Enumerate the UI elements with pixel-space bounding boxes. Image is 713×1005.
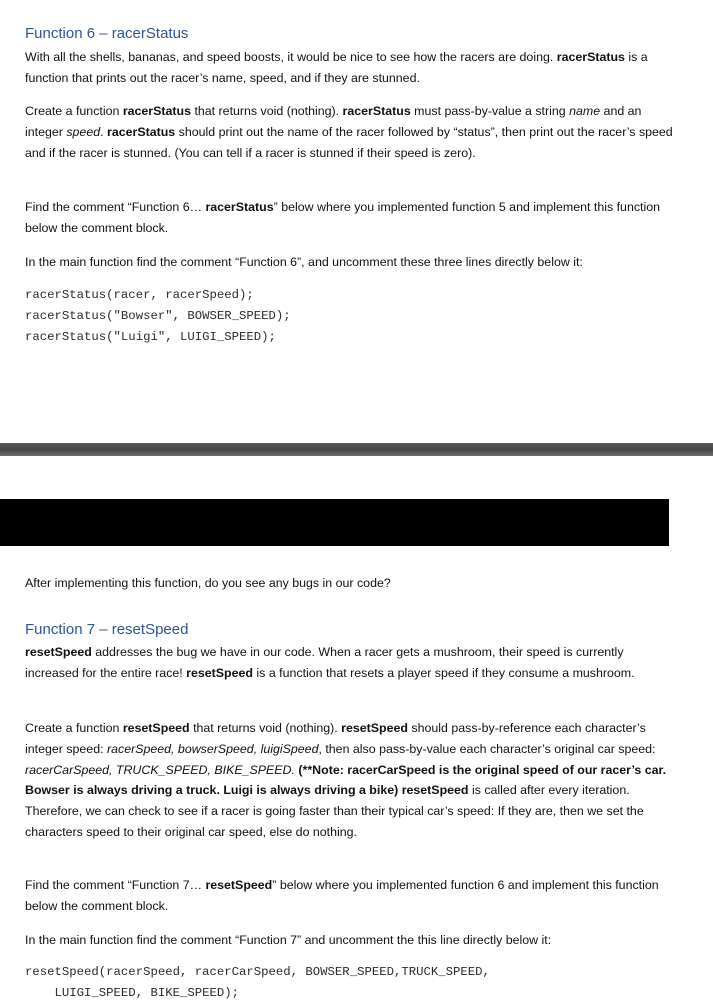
function7-find-comment: Find the comment “Function 7… resetSpeed” below where you implemented function 6 and implement this function below the comment block. [25, 878, 659, 913]
function6-find-comment: Find the comment “Function 6… racerStatus” below where you implemented function 5 and implement this function below the comment block. [25, 200, 661, 235]
bold-text: racerStatus [122, 104, 191, 118]
bold-text: racerStatus [556, 50, 625, 64]
italic-text: speed [66, 124, 101, 139]
function7-heading: Function 7 – resetSpeed [25, 621, 189, 638]
bold-text: resetSpeed [122, 721, 190, 735]
function7-create-instructions: Create a function resetSpeed that returns void (nothing). resetSpeed should pass-by-reference each character’s integer speed: racerSpeed, bowserSpeed, luigiSpeed, then also pass-by-value each character’s original car speed: racerCarSpeed, TRUCK_SPEED, BIKE_SPEED. (**Note: racerCarSpeed is the original speed of our racer’s car. Bowser is always driving a truck. Luigi is always driving a bike) resetSpeed is called after every iteration. Therefore, we can check to see if a racer is going faster than their typical car’s speed: If they are, then we set the characters speed to their original car speed, else do nothing. [25, 721, 667, 839]
bold-text: racerStatus [107, 124, 176, 139]
bold-text: resetSpeed [341, 721, 408, 735]
function6-create-instructions: Create a function racerStatus that returns void (nothing). racerStatus must pass-by-value a string name and an integer speed. racerStatus should print out the name of the racer followed by “status”, then print out the racer’s speed and if the racer is stunned. (You can tell if a racer is stunned if their speed is zero). [25, 104, 673, 160]
bold-text: racerStatus [205, 200, 274, 214]
bold-text: racerStatus [342, 104, 411, 118]
redaction-bar [0, 499, 669, 546]
function7-intro: resetSpeed addresses the bug we have in our code. When a racer gets a mushroom, their speed is currently increased for the entire race! resetSpeed is a function that resets a player speed if they consume a mushroom. [25, 645, 635, 680]
italic-text: racerSpeed, bowserSpeed, luigiSpeed [106, 741, 319, 756]
function6-heading: Function 6 – racerStatus [25, 25, 189, 42]
bold-text: resetSpeed [186, 665, 253, 680]
page-divider [0, 443, 713, 456]
italic-text: racerCarSpeed, TRUCK_SPEED, BIKE_SPEED. [25, 762, 295, 777]
bold-text: resetSpeed [205, 878, 273, 892]
function7-main-instructions: In the main function find the comment “Function 7” and uncomment the this line directly below it: [25, 933, 552, 947]
bold-text: resetSpeed [401, 783, 469, 798]
italic-text: name [569, 104, 601, 118]
bold-text: (**Note: racerCarSpeed is the original speed of our racer’s car. Bowser is always driving a truck. Luigi is always driving a bike) [25, 762, 667, 798]
function6-intro: With all the shells, bananas, and speed boosts, it would be nice to see how the racers are doing. racerStatus is a function that prints out the racer’s name, speed, and if they are stunned. [25, 50, 648, 85]
function6-code-block: racerStatus(racer, racerSpeed); racerStatus("Bowser", BOWSER_SPEED); racerStatus("Luigi", LUIGI_SPEED); [25, 288, 291, 344]
bugs-question: After implementing this function, do you see any bugs in our code? [25, 576, 391, 590]
function6-main-instructions: In the main function find the comment “Function 6”, and uncomment these three lines directly below it: [25, 255, 583, 269]
bold-text: resetSpeed [25, 645, 92, 659]
function7-code-block: resetSpeed(racerSpeed, racerCarSpeed, BOWSER_SPEED,TRUCK_SPEED, LUIGI_SPEED, BIKE_SPEED); [25, 965, 490, 1000]
